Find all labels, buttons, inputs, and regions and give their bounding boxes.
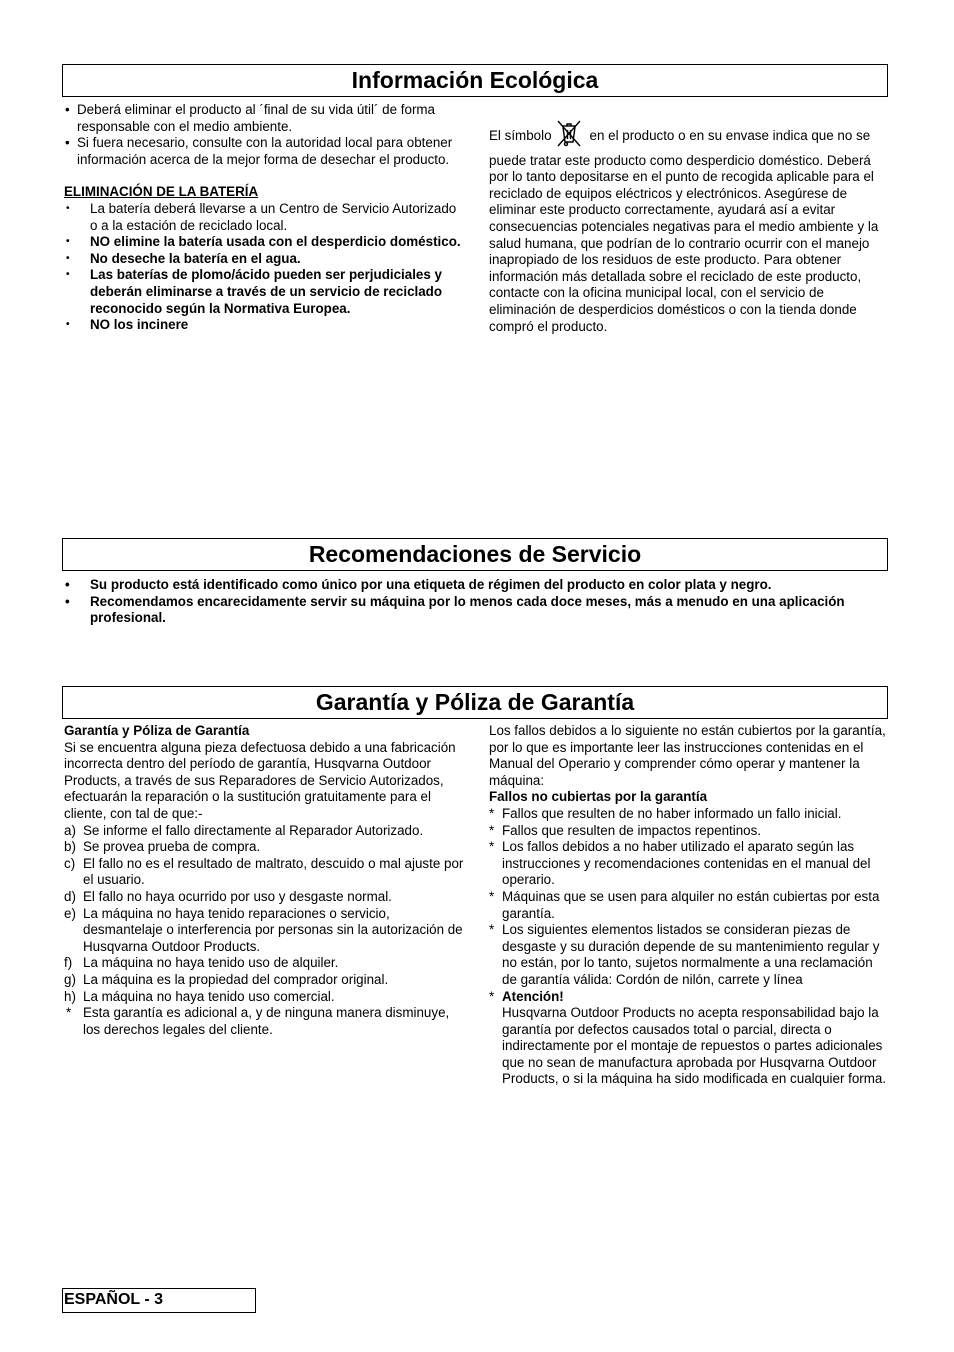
service-list — [62, 577, 862, 627]
list-item: • No deseche la batería en el agua. — [64, 251, 464, 268]
weee-paragraph — [489, 118, 887, 335]
list-item: e) La máquina no haya tenido reparaciones o servicio, desmantelaje o interferencia por personas sin la autorización de Husqvarna Outdoor Products. — [64, 905, 463, 954]
list-item: f) La máquina no haya tenido uso de alquiler. — [64, 955, 339, 971]
list-item: * Esta garantía es adicional a, y de ninguna manera disminuye, los derechos legales del cliente. — [66, 1005, 450, 1037]
list-item: • Su producto está identificado como único por una etiqueta de régimen del producto en color plata y negro. — [62, 577, 862, 594]
warranty-left-column — [64, 723, 464, 1038]
list-item: * Los siguientes elementos listados se consideran piezas de desgaste y su duración depende de su mantenimiento regular y no están, por lo tanto, sujetos normalmente a una reclamación de garantía válida: Cordón de nilón, carrete y línea — [489, 922, 887, 988]
service-section-title: Recomendaciones de Servicio — [62, 538, 888, 571]
list-item: * Fallos que resulten de no haber informado un fallo inicial. — [489, 806, 887, 823]
attention-label: Atención! — [502, 988, 564, 1004]
eco-left-column — [64, 102, 464, 334]
warranty-section-title: Garantía y Póliza de Garantía — [62, 686, 888, 719]
eco-section-title: Información Ecológica — [62, 64, 888, 97]
list-item: a) Se informe el fallo directamente al Reparador Autorizado. — [64, 822, 424, 838]
warranty-right-column — [489, 723, 887, 1088]
list-item: c) El fallo no es el resultado de maltrato, descuido o mal ajuste por el usuario. — [64, 855, 464, 888]
exclusions-heading: Fallos no cubiertas por la garantía — [489, 789, 708, 805]
list-item: h) La máquina no haya tenido uso comercial. — [64, 988, 335, 1004]
eco-right-column — [489, 118, 887, 335]
weee-text-before: El símbolo — [489, 128, 552, 143]
list-item: * Fallos que resulten de impactos repentinos. — [489, 823, 887, 840]
battery-heading: ELIMINACIÓN DE LA BATERÍA — [64, 184, 259, 200]
list-item: b) Se provea prueba de compra. — [64, 839, 261, 855]
list-item: • Recomendamos encarecidamente servir su máquina por lo menos cada doce meses, más a menudo en una aplicación profesional. — [62, 594, 862, 627]
list-item: d) El fallo no haya ocurrido por uso y desgaste normal. — [64, 888, 392, 904]
warranty-intro: Si se encuentra alguna pieza defectuosa debido a una fabricación incorrecta dentro del período de garantía, Husqvarna Outdoor Products, a través de sus Reparadores de Servicio Autorizados, efectuarán la reparación o la sustitución gratuitamente para el cliente, con tal de que:- — [64, 739, 456, 821]
list-item: g) La máquina es la propiedad del comprador original. — [64, 971, 389, 987]
battery-list — [64, 201, 464, 334]
list-item: • Si fuera necesario, consulte con la autoridad local para obtener información acerca de la mejor forma de desechar el producto. — [64, 135, 464, 168]
warranty-conditions — [64, 823, 464, 1039]
list-item: • Deberá eliminar el producto al ´final de su vida útil´ de forma responsable con el medio ambiente. — [64, 102, 464, 135]
page-footer-label: ESPAÑOL - 3 — [62, 1288, 256, 1313]
list-item: • La batería deberá llevarse a un Centro de Servicio Autorizado o a la estación de reciclado local. — [64, 201, 464, 234]
list-item: • Las baterías de plomo/ácido pueden ser perjudiciales y deberán eliminarse a través de un servicio de reciclado reconocido según la Normativa Europea. — [64, 267, 464, 317]
crossed-out-wheelie-bin-icon — [554, 118, 584, 153]
weee-text-after: en el producto o en su envase indica que no se puede tratar este producto como desperdicio doméstico. Deberá por lo tanto depositarse en el punto de recogida aplicable para el reciclado de equipos eléctricos y electrónicos. Asegúrese de eliminar este producto correctamente, ayudará así a evitar consecuencias potenciales negativas para el medio ambiente y la salud humana, que podrían de lo contrario ocurrir con el manejo inapropiado de los residuos de este producto. Para obtener información más detallada sobre el reciclado de este producto, contacte con la oficina municipal local, con el servicio de eliminación de desperdicios domésticos o con la tienda donde compró el producto. — [489, 128, 879, 334]
warranty-right-intro: Los fallos debidos a lo siguiente no están cubiertos por la garantía, por lo que es importante leer las instrucciones contenidas en el Manual del Operario y comprender cómo operar y mantener la máquina: — [489, 723, 886, 788]
attention-text: Husqvarna Outdoor Products no acepta responsabilidad bajo la garantía por defectos causados total o parcial, directa o indirectamente por el montaje de repuestos o partes adicionales que no sean de manufactura aprobada por Husqvarna Outdoor Products, o si la máquina ha sido modificada en cualquier forma. — [502, 1005, 887, 1087]
list-item: • NO los incinere — [64, 317, 464, 334]
exclusions-list — [489, 806, 887, 1088]
list-item: • NO elimine la batería usada con el desperdicio doméstico. — [64, 234, 464, 251]
list-item: * Los fallos debidos a no haber utilizado el aparato según las instrucciones y recomendaciones contenidas en el manual del operario. — [489, 839, 887, 889]
warranty-left-heading: Garantía y Póliza de Garantía — [64, 723, 250, 738]
service-column — [62, 577, 862, 627]
list-item: * Máquinas que se usen para alquiler no están cubiertas por esta garantía. — [489, 889, 887, 922]
eco-bullet-list — [64, 102, 464, 168]
list-item — [489, 989, 887, 1089]
